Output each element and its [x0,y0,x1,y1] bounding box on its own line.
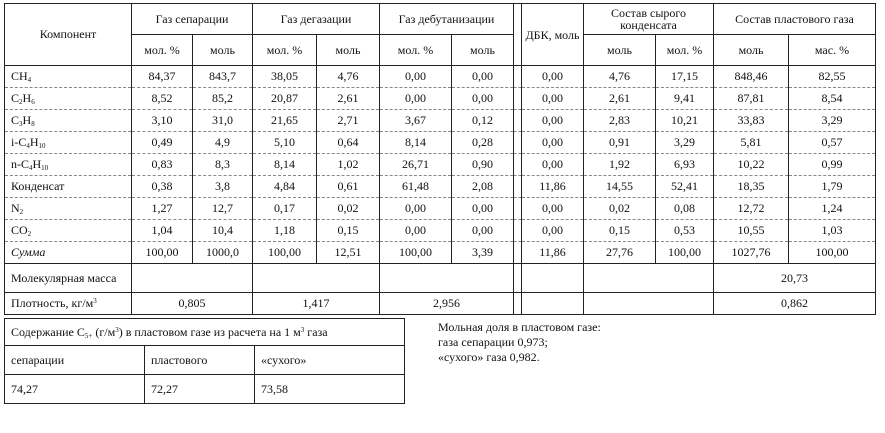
cell-value: 0,02 [317,198,380,220]
cell-value: 8,14 [380,132,452,154]
cell-value: 2,71 [317,110,380,132]
subheader-mol-pct: мол. % [132,35,193,66]
cell-value: 21,65 [253,110,317,132]
cell-value: 100,00 [132,242,193,264]
cell-value: 0,00 [522,198,584,220]
cell-value: 4,76 [317,66,380,88]
cell-value: 12,51 [317,242,380,264]
cell-value: 4,76 [584,66,656,88]
cell-value: 1,04 [132,220,193,242]
content-col-dry: «сухого» [255,346,405,375]
cell-value: 0,08 [656,198,714,220]
cell-value: 4,9 [193,132,253,154]
table-row-CH4 [5,66,876,88]
cell-value: 0,00 [452,66,514,88]
cell-value: 10,55 [714,220,789,242]
note-line-1: Мольная доля в пластовом газе: [438,320,601,334]
cell-value: 0,00 [452,88,514,110]
cell-value: 0,00 [380,220,452,242]
cell-value: 0,99 [789,154,876,176]
cell-value: 2,61 [317,88,380,110]
cell-value: 843,7 [193,66,253,88]
cell-value: 0,61 [317,176,380,198]
table-row-condensate [5,176,876,198]
cell-value: 82,55 [789,66,876,88]
cell-value: 100,00 [789,242,876,264]
cell-value: 2,83 [584,110,656,132]
cell-value: 0,53 [656,220,714,242]
table-row-C2H6 [5,88,876,110]
cell-value: 0,00 [380,198,452,220]
cell-value: 0,02 [584,198,656,220]
cell-value: 12,72 [714,198,789,220]
header-gap [514,4,522,66]
cell-value: 0,00 [522,66,584,88]
subheader-mol-pct: мол. % [253,35,317,66]
cell-value: 11,86 [522,176,584,198]
table-row-C3H8 [5,110,876,132]
cell-value: 84,37 [132,66,193,88]
cell-value: 0,83 [132,154,193,176]
cell-value: 0,00 [522,154,584,176]
cell-value: 17,15 [656,66,714,88]
cell-value: 31,0 [193,110,253,132]
density-label: Плотность, $кг/м^3$ [5,293,132,315]
component-label: $N_2$ [5,198,132,220]
cell-value: 8,54 [789,88,876,110]
molecular-mass-debutanization [380,264,514,293]
cell-value: 0,49 [132,132,193,154]
cell-value: 1,92 [584,154,656,176]
cell-value: 9,41 [656,88,714,110]
header-gas-debutanization: Газ дебутанизации [380,4,514,35]
content-table-title: Содержание $С_{5+}$ $(г/м^3)$ в пластовом газе из расчета на 1 $м^3$ газа [5,319,405,346]
cell-value: 1,24 [789,198,876,220]
cell-value: 3,29 [656,132,714,154]
header-gas-separation: Газ сепарации [132,4,253,35]
cell-value: 0,64 [317,132,380,154]
molecular-mass-separation [132,264,253,293]
component-label: $i-C_4H_{10}$ [5,132,132,154]
cell-value: 33,83 [714,110,789,132]
component-label: $CO_2$ [5,220,132,242]
cell-value: 2,08 [452,176,514,198]
cell-value: 100,00 [656,242,714,264]
cell-value: 0,00 [452,198,514,220]
cell-value: 1,02 [317,154,380,176]
density-degasation: 1,417 [253,293,380,315]
component-label: Конденсат [5,176,132,198]
subheader-mass-pct: мас. % [789,35,876,66]
table-row-sum [5,242,876,264]
cell-value: 1000,0 [193,242,253,264]
cell-value: 87,81 [714,88,789,110]
table-row-nC4H10 [5,154,876,176]
cell-value: 8,3 [193,154,253,176]
cell-value: 0,15 [584,220,656,242]
component-label: $n-C_4H_{10}$ [5,154,132,176]
cell-value: 0,00 [380,66,452,88]
cell-value: 1,18 [253,220,317,242]
cell-value: 8,14 [253,154,317,176]
cell-value: 0,12 [452,110,514,132]
cell-value: 100,00 [253,242,317,264]
content-table [4,318,405,404]
cell-value: 11,86 [522,242,584,264]
cell-value: 0,00 [522,132,584,154]
cell-value: 2,61 [584,88,656,110]
cell-value: 848,46 [714,66,789,88]
composition-table [4,3,876,315]
cell-value: 3,8 [193,176,253,198]
cell-value: 1,79 [789,176,876,198]
cell-value: 0,00 [522,220,584,242]
cell-value: 3,39 [452,242,514,264]
cell-value: 0,15 [317,220,380,242]
cell-value: 4,84 [253,176,317,198]
cell-value: 38,05 [253,66,317,88]
header-component: Компонент [5,4,132,66]
cell-value: 61,48 [380,176,452,198]
cell-value: 5,10 [253,132,317,154]
subheader-mol: моль [452,35,514,66]
subheader-mol: моль [317,35,380,66]
cell-value: 0,91 [584,132,656,154]
table-row-N2 [5,198,876,220]
cell-value: 100,00 [380,242,452,264]
cell-value: 8,52 [132,88,193,110]
cell-value: 0,17 [253,198,317,220]
density-separation: 0,805 [132,293,253,315]
header-dbk: ДБК, моль [522,4,584,66]
header-gas-degasation: Газ дегазации [253,4,380,35]
subheader-mol-pct: мол. % [656,35,714,66]
subheader-mol-pct: мол. % [380,35,452,66]
note-line-3: «сухого» газа 0,982. [438,350,540,364]
cell-value: 18,35 [714,176,789,198]
cell-value: 52,41 [656,176,714,198]
content-val-separation: 74,27 [5,375,145,404]
cell-value: 12,7 [193,198,253,220]
content-val-reservoir: 72,27 [145,375,255,404]
subheader-mol: моль [193,35,253,66]
content-col-separation: сепарации [5,346,145,375]
content-col-reservoir: пластового [145,346,255,375]
subheader-mol: моль [714,35,789,66]
cell-value: 0,57 [789,132,876,154]
cell-value: 1,27 [132,198,193,220]
cell-value: 3,29 [789,110,876,132]
cell-value: 1027,76 [714,242,789,264]
cell-value: 0,00 [380,88,452,110]
molecular-mass-degasation [253,264,380,293]
content-val-dry: 73,58 [255,375,405,404]
table-row-iC4H10 [5,132,876,154]
density-reservoir: 0,862 [714,293,876,315]
molecular-mass-value: 20,73 [714,264,876,293]
cell-value: 0,00 [522,110,584,132]
component-label: $C_3H_8$ [5,110,132,132]
density-debutanization: 2,956 [380,293,514,315]
cell-value: 10,22 [714,154,789,176]
cell-value: 0,38 [132,176,193,198]
cell-value: 10,4 [193,220,253,242]
cell-value: 3,67 [380,110,452,132]
component-label: $C_2H_6$ [5,88,132,110]
component-label: Сумма [5,242,132,264]
cell-value: 20,87 [253,88,317,110]
cell-value: 3,10 [132,110,193,132]
cell-value: 26,71 [380,154,452,176]
table-row-CO2 [5,220,876,242]
cell-value: 5,81 [714,132,789,154]
cell-value: 0,00 [522,88,584,110]
cell-value: 0,90 [452,154,514,176]
cell-value: 6,93 [656,154,714,176]
note-line-2: газа сепарации 0,973; [438,335,548,349]
cell-value: 0,00 [452,220,514,242]
header-raw-condensate: Состав сырого конденсата [584,4,714,35]
component-label: $CH_4$ [5,66,132,88]
cell-value: 1,03 [789,220,876,242]
mole-fraction-note [438,320,601,365]
cell-value: 27,76 [584,242,656,264]
subheader-mol: моль [584,35,656,66]
cell-value: 0,28 [452,132,514,154]
header-reservoir-gas: Состав пластового газа [714,4,876,35]
cell-value: 14,55 [584,176,656,198]
molecular-mass-label: Молекулярная масса [5,264,132,293]
cell-value: 85,2 [193,88,253,110]
cell-value: 10,21 [656,110,714,132]
